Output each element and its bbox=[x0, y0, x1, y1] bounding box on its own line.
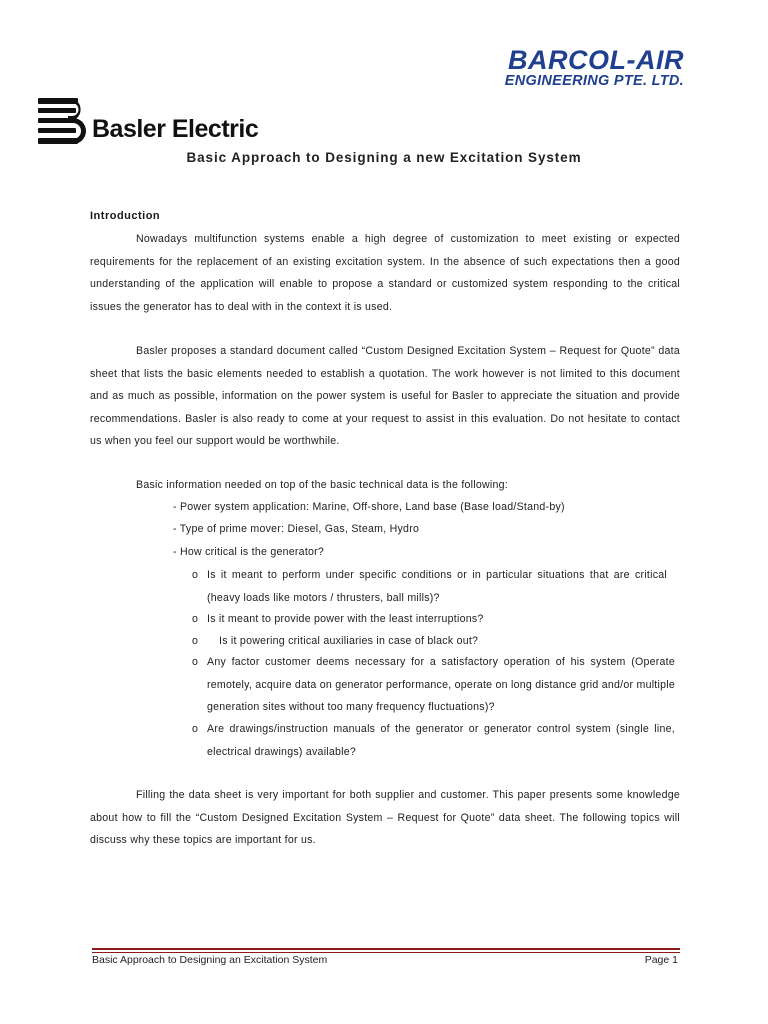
sub-list-item bbox=[207, 651, 675, 719]
page-number: Page 1 bbox=[644, 954, 678, 966]
footer-divider bbox=[92, 948, 680, 950]
paragraph-3: Basic information needed on top of the basic technical data is the following: bbox=[136, 479, 509, 491]
basler-electric-logo bbox=[38, 98, 258, 144]
bullet-icon: o bbox=[192, 569, 199, 581]
barcol-air-subtitle: ENGINEERING PTE. LTD. bbox=[504, 73, 684, 89]
sub-list-item: Is it meant to provide power with the least interruptions? bbox=[207, 613, 484, 625]
document-title: Basic Approach to Designing a new Excitation System bbox=[186, 150, 582, 165]
barcol-air-name: BARCOL-AIR bbox=[508, 45, 684, 75]
sub-list-item: Is it powering critical auxiliaries in case of black out? bbox=[219, 635, 479, 647]
section-heading: Introduction bbox=[90, 210, 161, 222]
paragraph-1 bbox=[90, 228, 680, 318]
bullet-icon: o bbox=[192, 656, 199, 668]
basler-electric-name: Basler Electric bbox=[92, 115, 259, 143]
sub-list-item-text: Any factor customer deems necessary for a satisfactory operation of his system (Operate remotely, acquire data on generator performance, operate on long distance grid and/or multiple generation sites without too many frequency fluctuations)? bbox=[207, 656, 675, 713]
paragraph-4-text: Filling the data sheet is very important for both supplier and customer. This paper presents some knowledge about how to fill the “Custom Designed Excitation System – Request for Quote” data sheet. The following topics will discuss why these topics are important for us. bbox=[90, 789, 680, 846]
sub-list-item-text: Is it meant to perform under specific conditions or in particular situations that are critical (heavy loads like motors / thrusters, ball mills)? bbox=[207, 569, 667, 604]
sub-list-item-text: Are drawings/instruction manuals of the generator or generator control system (single line, electrical drawings) available? bbox=[207, 723, 675, 758]
barcol-air-logo bbox=[488, 46, 684, 88]
list-item: - Type of prime mover: Diesel, Gas, Steam, Hydro bbox=[173, 523, 420, 535]
list-item: - Power system application: Marine, Off-shore, Land base (Base load/Stand-by) bbox=[173, 501, 565, 513]
footer-document-title: Basic Approach to Designing an Excitation System bbox=[92, 954, 328, 966]
paragraph-1-text: Nowadays multifunction systems enable a high degree of customization to meet existing or expected requirements for the replacement of an existing excitation system. In the absence of such expectations then a good understanding of the application will enable to propose a standard or customized system responding to the critical issues the generator has to deal with in the context it is used. bbox=[90, 233, 680, 313]
bullet-icon: o bbox=[192, 635, 199, 647]
paragraph-2-text: Basler proposes a standard document called “Custom Designed Excitation System – Request for Quote” data sheet that lists the basic elements needed to establish a quotation. The work however is not limited to this document and as much as possible, information on the power system is useful for Basler to appreciate the situation and provide recommendations. Basler is also ready to come at your request to assist in this evaluation. Do not hesitate to contact us when you feel our support would be worthwhile. bbox=[90, 345, 680, 447]
footer-divider bbox=[92, 952, 680, 953]
paragraph-4 bbox=[90, 784, 680, 852]
sub-list-item bbox=[207, 564, 667, 609]
paragraph-2 bbox=[90, 340, 680, 453]
sub-list-item bbox=[207, 718, 675, 763]
bullet-icon: o bbox=[192, 723, 199, 735]
basler-b-icon bbox=[38, 98, 88, 144]
list-item: - How critical is the generator? bbox=[173, 546, 325, 558]
bullet-icon: o bbox=[192, 613, 199, 625]
